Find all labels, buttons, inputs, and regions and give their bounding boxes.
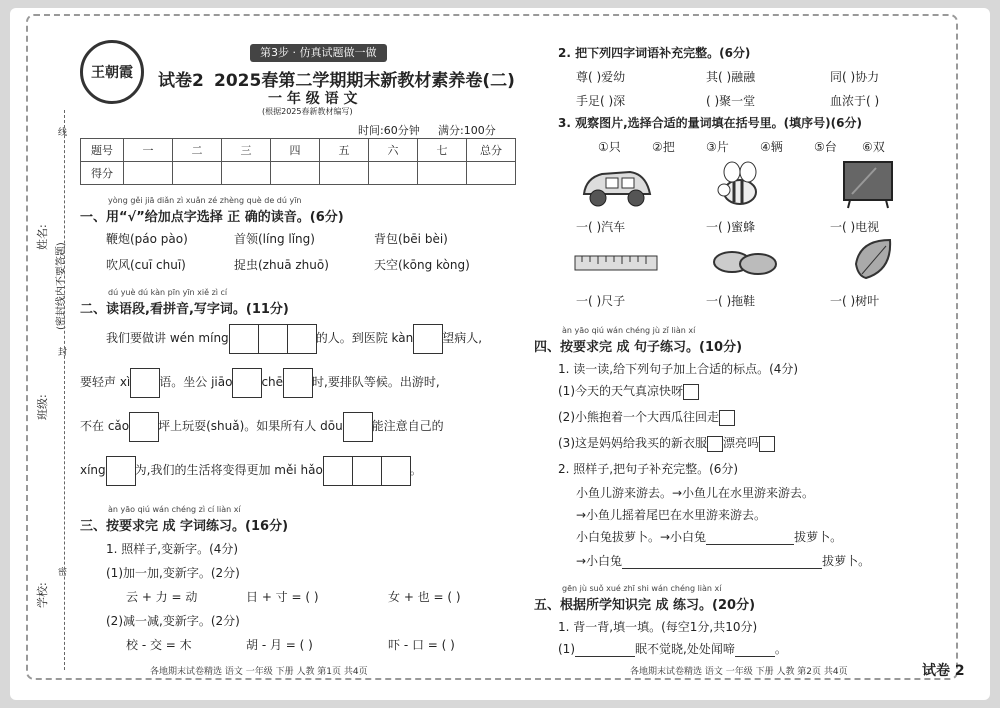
r3-option: ③片 bbox=[706, 140, 729, 154]
r3-blank[interactable]: 一( )电视 bbox=[830, 220, 880, 234]
s5-line-1 bbox=[558, 640, 787, 657]
s4-example-2: →小鱼儿摇着尾巴在水里游来游去。 bbox=[576, 508, 767, 522]
leaf-icon bbox=[850, 236, 896, 286]
s2-text: 坪上玩耍(shuǎ)。如果所有人 dōu bbox=[158, 419, 343, 433]
sidebar-class-label: 班级: bbox=[36, 394, 49, 420]
footer-left: 各地期末试卷精选 语文 一年级 下册 人教 第1页 共4页 bbox=[150, 667, 368, 677]
r2-item[interactable]: 血浓于( ) bbox=[830, 94, 880, 108]
logo: 王朝霞 bbox=[80, 40, 144, 104]
s5-title: 五、根据所学知识完 成 练习。(20分) bbox=[534, 598, 756, 613]
s2-text: 的人。到医院 kàn bbox=[315, 331, 414, 345]
ruler-icon bbox=[574, 254, 658, 272]
score-cell: 四 bbox=[271, 139, 320, 162]
r3-option: ④辆 bbox=[760, 140, 783, 154]
s4-text: (2)小熊抱着一个大西瓜往回走 bbox=[558, 410, 719, 424]
s2-text: 语。坐公 jiāo bbox=[159, 375, 233, 389]
score-input[interactable] bbox=[124, 162, 173, 185]
s2-title: 二、读语段,看拼音,写字词。(11分) bbox=[80, 302, 289, 317]
r2-item[interactable]: 手足( )深 bbox=[576, 94, 626, 108]
r2-item[interactable]: ( )聚一堂 bbox=[706, 94, 756, 108]
write-box[interactable] bbox=[287, 324, 317, 354]
s1-item[interactable]: 捉虫(zhuā zhuō) bbox=[234, 258, 329, 272]
score-input[interactable] bbox=[271, 162, 320, 185]
slippers-icon bbox=[710, 240, 780, 280]
answer-line[interactable] bbox=[706, 544, 794, 545]
s3-eq[interactable]: 女 + 也 = ( ) bbox=[388, 590, 461, 604]
s2-line-4 bbox=[80, 454, 422, 486]
r2-item[interactable]: 同( )协力 bbox=[830, 70, 880, 84]
s2-line-2 bbox=[80, 366, 440, 398]
score-cell: 一 bbox=[124, 139, 173, 162]
s3-sub2: (2)减一减,变新字。(2分) bbox=[106, 614, 240, 628]
time-label: 时间:60分钟 bbox=[358, 124, 420, 137]
punct-box[interactable] bbox=[719, 410, 735, 426]
sidebar-mark-secret: 密 bbox=[58, 568, 68, 578]
score-cell: 五 bbox=[320, 139, 369, 162]
s1-pinyin: yòng gěi jiā diǎn zì xuǎn zé zhèng què de dú yīn bbox=[108, 196, 302, 205]
s4-title: 四、按要求完 成 句子练习。(10分) bbox=[534, 340, 743, 355]
write-box[interactable] bbox=[258, 324, 288, 354]
write-box[interactable] bbox=[323, 456, 353, 486]
score-cell: 六 bbox=[369, 139, 418, 162]
sidebar-seal-note: (密封线内不要答题) bbox=[56, 242, 67, 330]
s4-text: →小白兔 bbox=[576, 554, 623, 568]
r3-blank[interactable]: 一( )尺子 bbox=[576, 294, 626, 308]
s4-blank-line-1 bbox=[576, 528, 842, 545]
s5-text: (1) bbox=[558, 642, 575, 656]
s4-q2: 2. 照样子,把句子补充完整。(6分) bbox=[558, 462, 739, 476]
s3-q1: 1. 照样子,变新字。(4分) bbox=[106, 542, 239, 556]
s2-line-1 bbox=[106, 322, 482, 354]
s4-pinyin: àn yāo qiú wán chéng jù zǐ liàn xí bbox=[562, 326, 696, 335]
write-box[interactable] bbox=[232, 368, 262, 398]
write-box[interactable] bbox=[106, 456, 136, 486]
s4-text: 小白兔拔萝卜。→小白兔 bbox=[576, 530, 707, 544]
score-cell: 得分 bbox=[81, 162, 124, 185]
s4-blank-line-2 bbox=[576, 552, 870, 569]
s2-text: 不在 cǎo bbox=[80, 419, 130, 433]
r3-option: ②把 bbox=[652, 140, 675, 154]
s5-q1: 1. 背一背,填一填。(每空1分,共10分) bbox=[558, 620, 758, 634]
s1-item[interactable]: 鞭炮(páo pào) bbox=[106, 232, 188, 246]
score-cell: 二 bbox=[173, 139, 222, 162]
score-table-row bbox=[81, 162, 516, 185]
score-input[interactable] bbox=[173, 162, 222, 185]
r3-option: ①只 bbox=[598, 140, 621, 154]
r3-option: ⑥双 bbox=[862, 140, 885, 154]
s3-eq: 云 + 力 = 动 bbox=[126, 590, 198, 604]
s1-item[interactable]: 吹风(cuī chuī) bbox=[106, 258, 186, 272]
score-input[interactable] bbox=[467, 162, 516, 185]
s2-text: 。 bbox=[409, 463, 422, 477]
score-input[interactable] bbox=[418, 162, 467, 185]
s4-text: (1)今天的天气真凉快呀 bbox=[558, 384, 683, 398]
r3-blank[interactable]: 一( )蜜蜂 bbox=[706, 220, 756, 234]
s4-text: (3)这是妈妈给我买的新衣服 bbox=[558, 436, 707, 450]
s5-pinyin: gēn jù suǒ xué zhī shi wán chéng liàn xí bbox=[562, 584, 722, 593]
s4-text: 漂亮吗 bbox=[723, 436, 760, 450]
r3-blank[interactable]: 一( )拖鞋 bbox=[706, 294, 756, 308]
punct-box[interactable] bbox=[759, 436, 775, 452]
seal-line bbox=[64, 110, 65, 670]
write-box[interactable] bbox=[381, 456, 411, 486]
score-table bbox=[80, 138, 516, 185]
tv-icon bbox=[840, 160, 896, 210]
bee-icon bbox=[710, 156, 770, 214]
answer-line[interactable] bbox=[735, 656, 775, 657]
r2-item[interactable]: 尊( )爱幼 bbox=[576, 70, 626, 84]
write-box[interactable] bbox=[129, 412, 159, 442]
s4-q1: 1. 读一读,给下列句子加上合适的标点。(4分) bbox=[558, 362, 799, 376]
write-box[interactable] bbox=[413, 324, 443, 354]
r2-title: 2. 把下列四字词语补充完整。(6分) bbox=[558, 46, 751, 60]
s3-eq: 校 - 交 = 木 bbox=[126, 638, 192, 652]
r2-item[interactable]: 其( )融融 bbox=[706, 70, 756, 84]
s1-title: 一、用“√”给加点字选择 正 确的读音。(6分) bbox=[80, 210, 344, 225]
paper-title: 2025春第二学期期末新教材素养卷(二) bbox=[214, 71, 515, 91]
s4-example-1: 小鱼儿游来游去。→小鱼儿在水里游来游去。 bbox=[576, 486, 815, 500]
sidebar-school-label: 学校: bbox=[36, 582, 49, 608]
s1-item[interactable]: 首领(líng lǐng) bbox=[234, 232, 315, 246]
sidebar-name-label: 姓名: bbox=[36, 224, 49, 250]
write-box[interactable] bbox=[229, 324, 259, 354]
paper-subtitle: 一 年 级 语 文 bbox=[268, 91, 358, 107]
s2-text: 为,我们的生活将变得更加 měi hǎo bbox=[134, 463, 323, 477]
answer-line[interactable] bbox=[575, 656, 635, 657]
s1-item[interactable]: 天空(kōng kòng) bbox=[374, 258, 470, 272]
paper-note: (根据2025春新教材编写) bbox=[262, 107, 353, 116]
s3-eq[interactable]: 胡 - 月 = ( ) bbox=[246, 638, 313, 652]
s3-title: 三、按要求完 成 字词练习。(16分) bbox=[80, 519, 289, 534]
s2-text: 时,要排队等候。出游时, bbox=[312, 375, 440, 389]
r3-option: ⑤台 bbox=[814, 140, 837, 154]
sidebar-mark-line: 线 bbox=[58, 128, 68, 138]
s5-text: 眠不觉晓,处处闻啼 bbox=[635, 642, 735, 656]
s2-text: 望病人, bbox=[442, 331, 483, 345]
r3-title: 3. 观察图片,选择合适的量词填在括号里。(填序号)(6分) bbox=[558, 116, 862, 130]
s2-text: xíng bbox=[80, 463, 106, 477]
s4-line-2 bbox=[558, 408, 735, 426]
write-box[interactable] bbox=[343, 412, 373, 442]
r3-blank[interactable]: 一( )汽车 bbox=[576, 220, 626, 234]
s5-text: 。 bbox=[774, 642, 787, 656]
score-cell: 题号 bbox=[81, 139, 124, 162]
s3-sub1: (1)加一加,变新字。(2分) bbox=[106, 566, 240, 580]
r3-blank[interactable]: 一( )树叶 bbox=[830, 294, 880, 308]
s2-text: 要轻声 xì bbox=[80, 375, 131, 389]
s2-pinyin: dú yuè dú kàn pīn yīn xiě zì cí bbox=[108, 288, 228, 297]
answer-line[interactable] bbox=[622, 568, 822, 569]
s2-text: 能注意自己的 bbox=[371, 419, 444, 433]
punct-box[interactable] bbox=[707, 436, 723, 452]
write-box[interactable] bbox=[283, 368, 313, 398]
punct-box[interactable] bbox=[683, 384, 699, 400]
s1-item[interactable]: 背包(bēi bèi) bbox=[374, 232, 448, 246]
score-table-header bbox=[81, 139, 516, 162]
write-box[interactable] bbox=[130, 368, 160, 398]
s2-line-3 bbox=[80, 410, 444, 442]
footer-right: 各地期末试卷精选 语文 一年级 下册 人教 第2页 共4页 bbox=[630, 667, 848, 677]
page-badge: 试卷 2 bbox=[922, 663, 965, 679]
score-input[interactable] bbox=[369, 162, 418, 185]
s4-line-1 bbox=[558, 382, 699, 400]
score-cell: 七 bbox=[418, 139, 467, 162]
s3-pinyin: àn yāo qiú wán chéng zì cí liàn xí bbox=[108, 505, 241, 514]
sidebar-mark-seal: 封 bbox=[58, 348, 68, 358]
s2-text: chē bbox=[261, 375, 284, 389]
score-input[interactable] bbox=[222, 162, 271, 185]
s4-text: 拔萝卜。 bbox=[794, 530, 843, 544]
car-icon bbox=[576, 158, 656, 212]
s3-eq[interactable]: 日 + 寸 = ( ) bbox=[246, 590, 319, 604]
score-cell: 三 bbox=[222, 139, 271, 162]
paper-number: 试卷2 bbox=[158, 71, 204, 91]
step-banner: 第3步 · 仿真试题做一做 bbox=[250, 44, 387, 62]
s4-line-3 bbox=[558, 434, 775, 452]
score-cell: 总分 bbox=[467, 139, 516, 162]
score-input[interactable] bbox=[320, 162, 369, 185]
s3-eq[interactable]: 吓 - 口 = ( ) bbox=[388, 638, 455, 652]
s2-text: 我们要做讲 wén míng bbox=[106, 331, 229, 345]
write-box[interactable] bbox=[352, 456, 382, 486]
s4-text: 拔萝卜。 bbox=[822, 554, 871, 568]
score-label: 满分:100分 bbox=[438, 124, 496, 137]
